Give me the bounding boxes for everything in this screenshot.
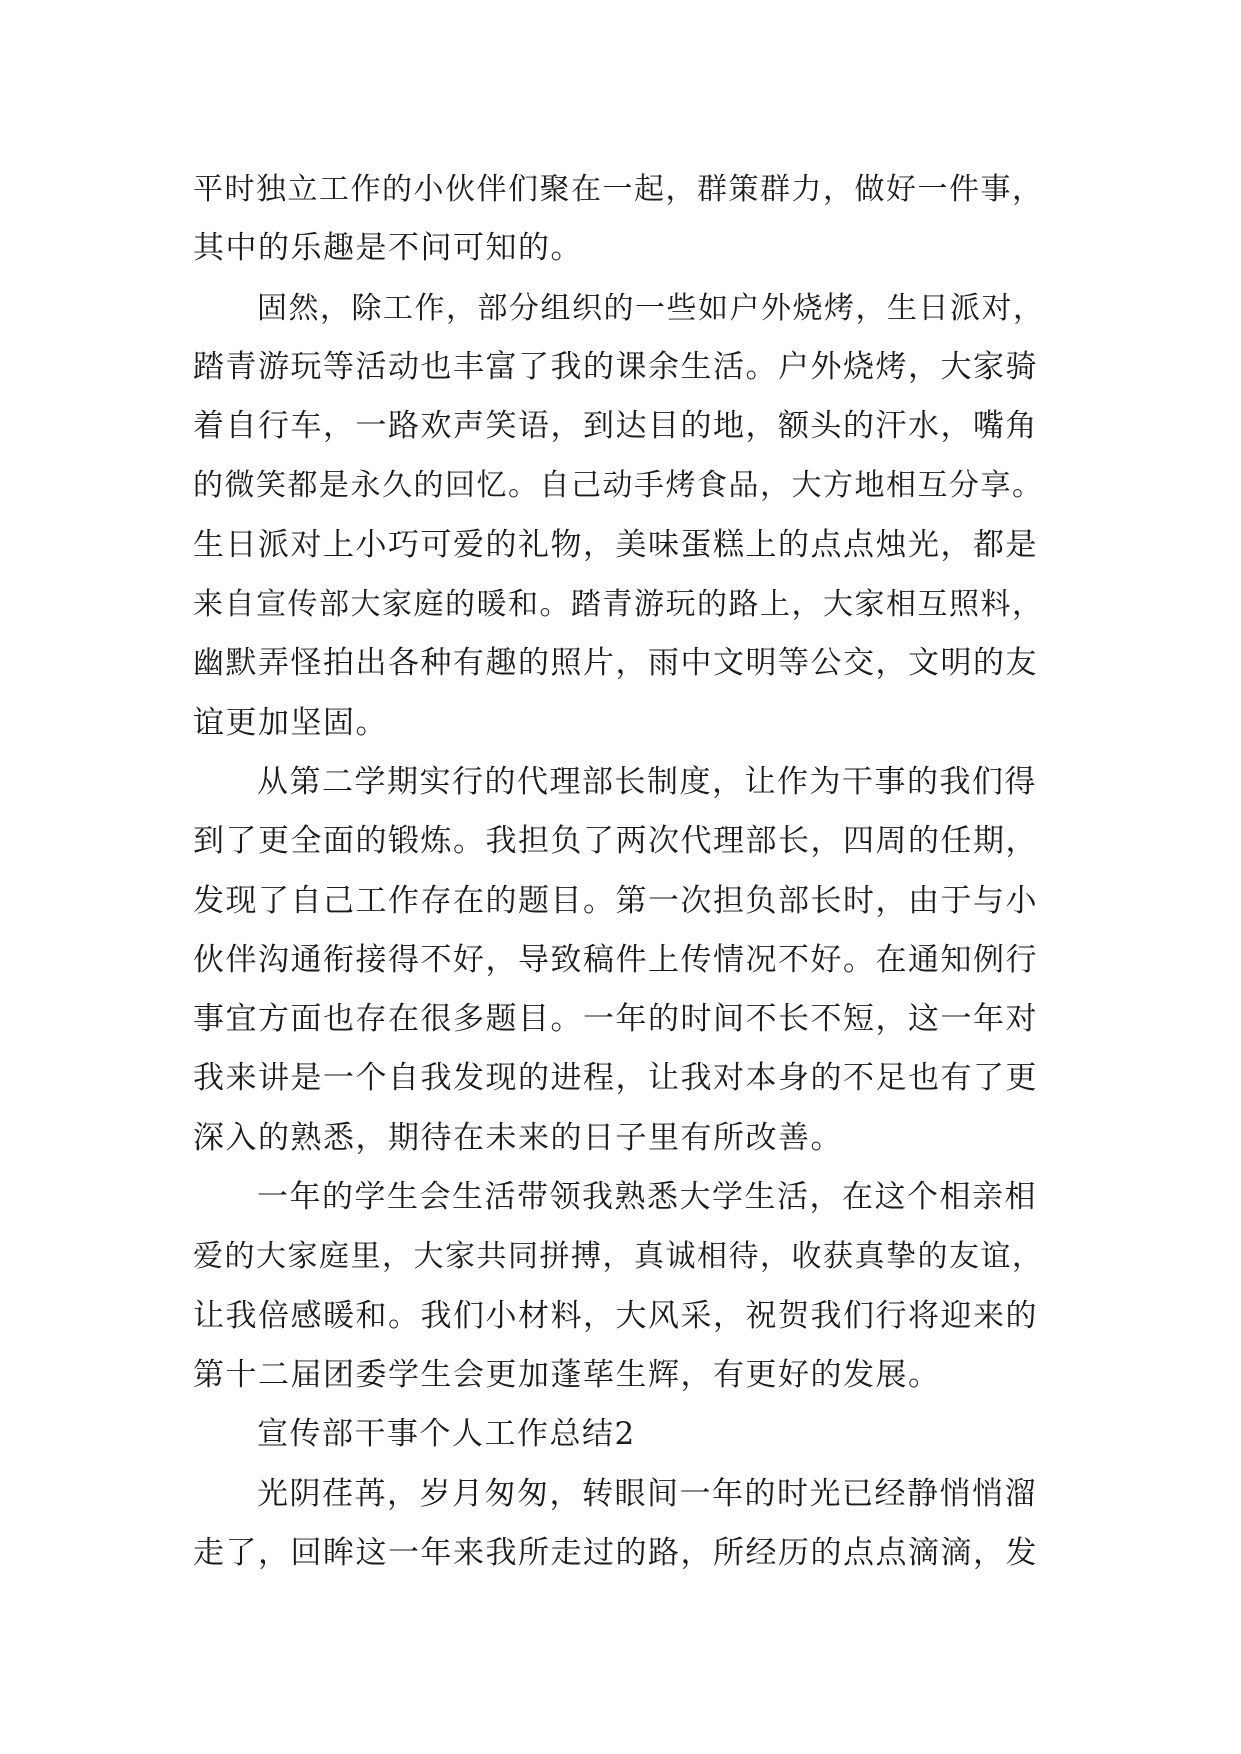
text-line: 着自行车，一路欢声笑语，到达目的地，额头的汗水，嘴角 <box>193 408 1038 445</box>
text-line: 爱的大家庭里，大家共同拼搏，真诚相待，收获真挚的友谊， <box>193 1239 1044 1275</box>
document-body <box>193 160 1055 1583</box>
text-line: 踏青游玩等活动也丰富了我的课余生活。户外烧烤，大家骑 <box>193 348 1038 385</box>
text-line: 让我倍感暖和。我们小材料，大风采，祝贺我们行将迎来的 <box>193 1297 1038 1334</box>
text-line: 发现了自己工作存在的题目。第一次担负部长时，由于与小 <box>193 882 1038 919</box>
text-line: 伙伴沟通衔接得不好，导致稿件上传情况不好。在通知例行 <box>193 941 1038 978</box>
text-line: 平时独立工作的小伙伴们聚在一起，群策群力，做好一件事， <box>193 172 1044 207</box>
paragraph-start-line: 固然，除工作，部分组织的一些如户外烧烤，生日派对， <box>257 290 1045 326</box>
text-line: 深入的熟悉，期待在未来的日子里有所改善。 <box>193 1119 843 1156</box>
text-line: 幽默弄怪拍出各种有趣的照片，雨中文明等公交，文明的友 <box>193 645 1038 682</box>
text-line: 到了更全面的锻炼。我担负了两次代理部长，四周的任期， <box>193 823 1038 860</box>
text-line: 的微笑都是永久的回忆。自己动手烤食品，大方地相互分享。 <box>193 468 1044 504</box>
text-line: 生日派对上小巧可爱的礼物，美味蛋糕上的点点烛光，都是 <box>193 526 1038 563</box>
paragraph-start-line: 从第二学期实行的代理部长制度，让作为干事的我们得 <box>257 763 1037 800</box>
section-heading: 宣传部干事个人工作总结2 <box>257 1416 636 1453</box>
text-line: 谊更加坚固。 <box>193 704 388 741</box>
text-line: 我来讲是一个自我发现的进程，让我对本身的不足也有了更 <box>193 1060 1038 1097</box>
text-line: 来自宣传部大家庭的暖和。踏青游玩的路上，大家相互照料， <box>193 587 1044 623</box>
paragraph-start-line: 一年的学生会生活带领我熟悉大学生活，在这个相亲相 <box>257 1179 1037 1216</box>
text-line: 事宜方面也存在很多题目。一年的时间不长不短，这一年对 <box>193 1001 1038 1038</box>
text-line: 其中的乐趣是不问可知的。 <box>193 230 583 267</box>
text-line: 走了，回眸这一年来我所走过的路，所经历的点点滴滴，发 <box>193 1534 1038 1571</box>
paragraph-start-line: 光阴荏苒，岁月匆匆，转眼间一年的时光已经静悄悄溜 <box>257 1475 1037 1512</box>
text-line: 第十二届团委学生会更加蓬荜生辉，有更好的发展。 <box>193 1356 941 1393</box>
